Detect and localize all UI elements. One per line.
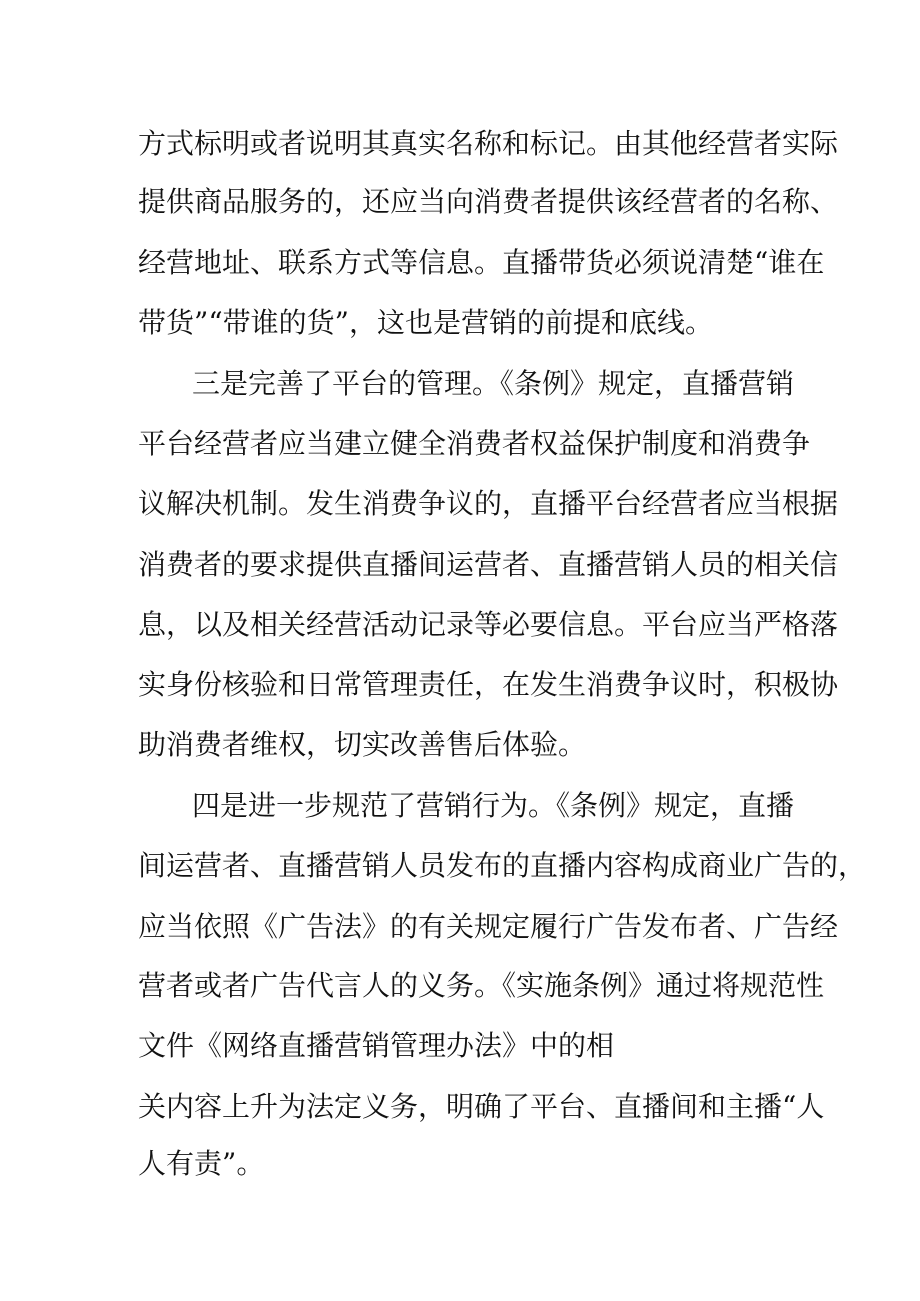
text-line: 议解决机制。发生消费争议的，直播平台经营者应当根据 (138, 487, 839, 520)
text-line: 提供商品服务的，还应当向消费者提供该经营者的名称、 (138, 185, 839, 218)
text-line: 人有责”。 (138, 1147, 265, 1180)
text-line: 实身份核验和日常管理责任，在发生消费争议时，积极协 (138, 668, 839, 701)
text-line: 方式标明或者说明其真实名称和标记。由其他经营者实际 (138, 127, 839, 160)
text-line: 消费者的要求提供直播间运营者、直播营销人员的相关信 (138, 548, 839, 581)
text-line: 经营地址、联系方式等信息。直播带货必须说清楚“谁在 (138, 246, 825, 279)
paragraph-start-line: 四是进一步规范了营销行为。《条例》规定，直播 (192, 789, 795, 822)
text-line: 间运营者、直播营销人员发布的直播内容构成商业广告的， (138, 849, 867, 882)
text-line: 应当依照《广告法》的有关规定履行广告发布者、广告经 (138, 910, 839, 943)
text-line: 关内容上升为法定义务，明确了平台、直播间和主播“人 (138, 1090, 825, 1123)
text-line: 息，以及相关经营活动记录等必要信息。平台应当严格落 (138, 608, 839, 641)
text-line: 文件《网络直播营销管理办法》中的相 (138, 1029, 615, 1062)
text-line: 带货”“带谁的货”，这也是营销的前提和底线。 (138, 306, 713, 339)
text-line: 营者或者广告代言人的义务。《实施条例》通过将规范性 (138, 969, 825, 1002)
text-line: 平台经营者应当建立健全消费者权益保护制度和消费争 (138, 427, 811, 460)
text-line: 助消费者维权，切实改善售后体验。 (138, 728, 587, 761)
paragraph-start-line: 三是完善了平台的管理。《条例》规定，直播营销 (192, 367, 795, 400)
